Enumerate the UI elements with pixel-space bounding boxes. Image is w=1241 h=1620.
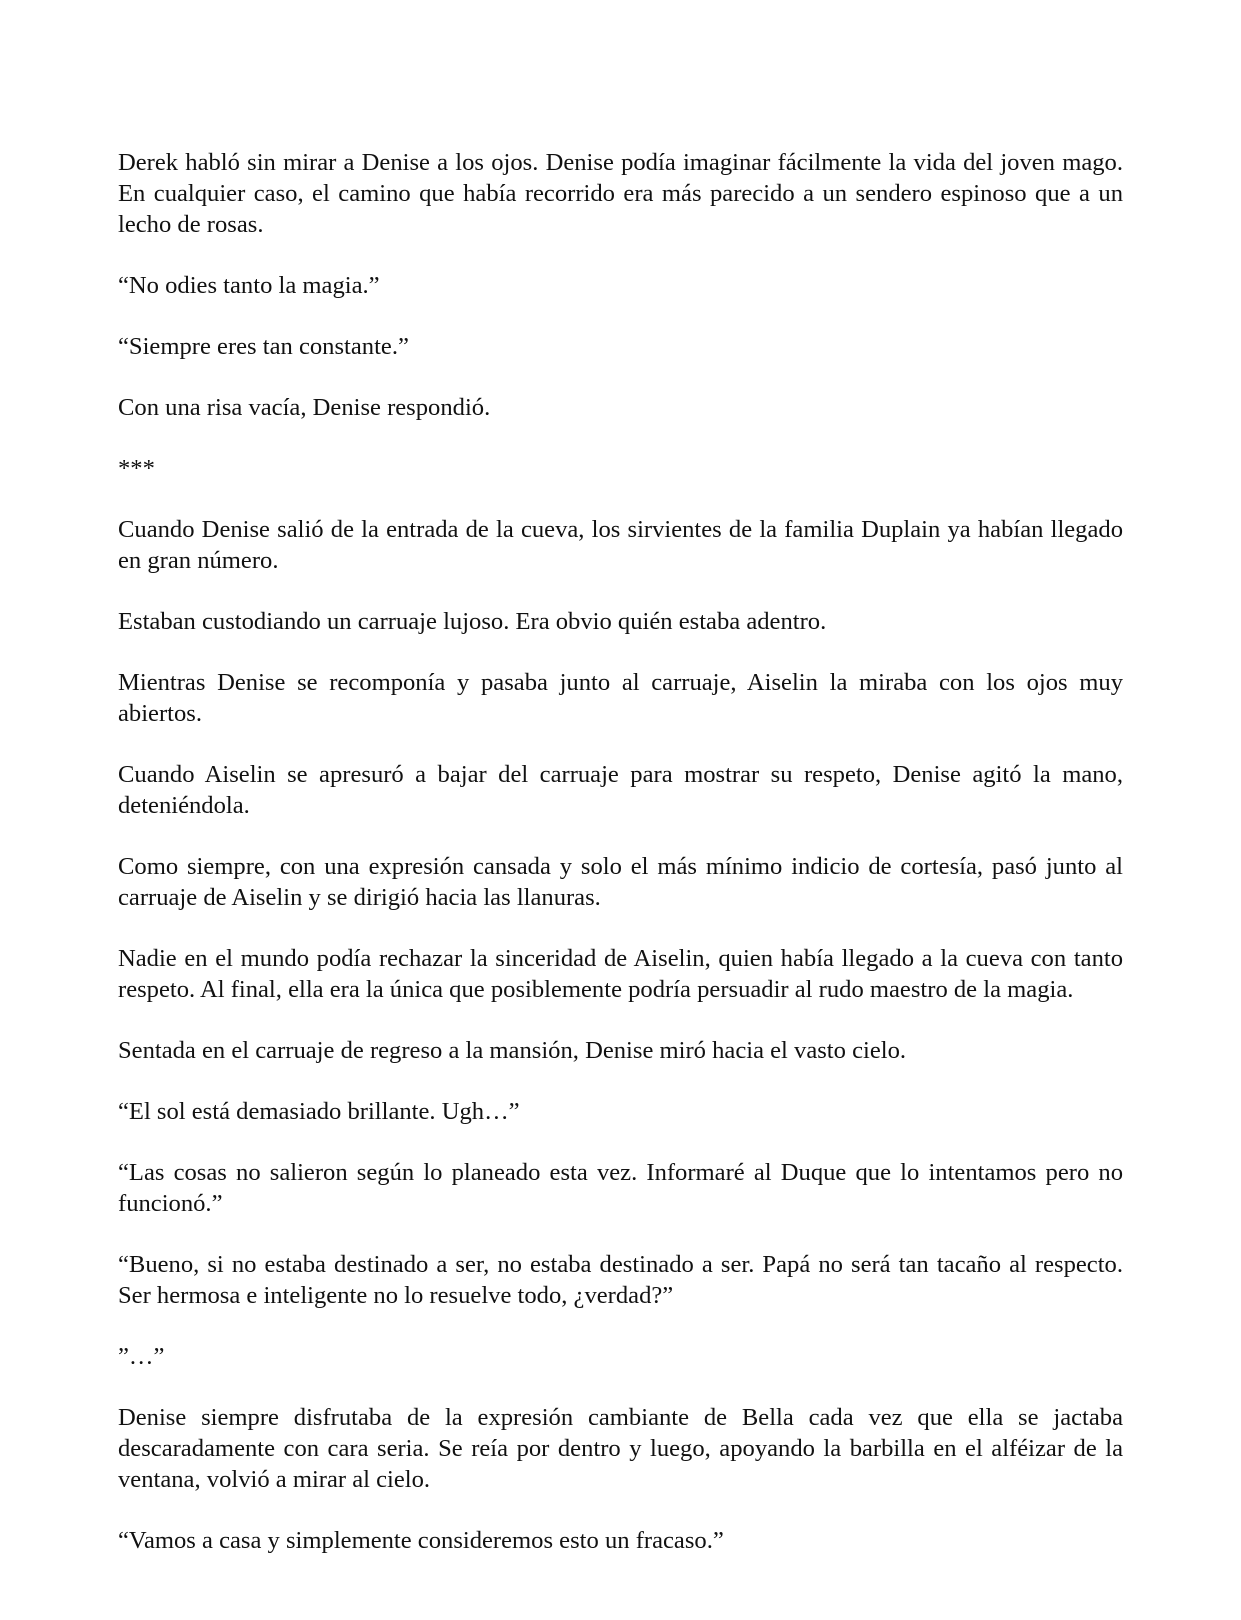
paragraph: Nadie en el mundo podía rechazar la sinceridad de Aiselin, quien había llegado a la cueva con tanto respeto. Al final, ella era la única que posiblemente podría persuadir al rudo maestro de la magia. <box>118 945 1123 1003</box>
paragraph: Sentada en el carruaje de regreso a la mansión, Denise miró hacia el vasto cielo. <box>118 1037 907 1064</box>
paragraph: Con una risa vacía, Denise respondió. <box>118 394 491 421</box>
paragraph: Denise siempre disfrutaba de la expresión cambiante de Bella cada vez que ella se jactaba descaradamente con cara seria. Se reía por dentro y luego, apoyando la barbilla en el alféizar de la ventana, volvió a mirar al cielo. <box>118 1404 1123 1493</box>
paragraph: ”…” <box>118 1343 165 1370</box>
paragraph: Estaban custodiando un carruaje lujoso. Era obvio quién estaba adentro. <box>118 608 827 635</box>
paragraph: Cuando Aiselin se apresuró a bajar del carruaje para mostrar su respeto, Denise agitó la mano, deteniéndola. <box>118 761 1123 819</box>
paragraph: “Siempre eres tan constante.” <box>118 333 409 360</box>
paragraph: Derek habló sin mirar a Denise a los ojos. Denise podía imaginar fácilmente la vida del joven mago. En cualquier caso, el camino que había recorrido era más parecido a un sendero espinoso que a un lecho de rosas. <box>118 149 1123 238</box>
paragraph: Cuando Denise salió de la entrada de la cueva, los sirvientes de la familia Duplain ya habían llegado en gran número. <box>118 516 1123 574</box>
body-text <box>118 147 1123 1586</box>
paragraph: Como siempre, con una expresión cansada y solo el más mínimo indicio de cortesía, pasó junto al carruaje de Aiselin y se dirigió hacia las llanuras. <box>118 853 1123 911</box>
paragraph: Mientras Denise se recomponía y pasaba junto al carruaje, Aiselin la miraba con los ojos muy abiertos. <box>118 669 1123 727</box>
paragraph: “El sol está demasiado brillante. Ugh…” <box>118 1098 520 1125</box>
paragraph: “Las cosas no salieron según lo planeado esta vez. Informaré al Duque que lo intentamos pero no funcionó.” <box>118 1159 1123 1217</box>
paragraph: “Bueno, si no estaba destinado a ser, no estaba destinado a ser. Papá no será tan tacaño al respecto. Ser hermosa e inteligente no lo resuelve todo, ¿verdad?” <box>118 1251 1123 1309</box>
paragraph: “Vamos a casa y simplemente consideremos esto un fracaso.” <box>118 1527 724 1554</box>
paragraph: “No odies tanto la magia.” <box>118 272 380 299</box>
scene-break: *** <box>118 455 155 482</box>
